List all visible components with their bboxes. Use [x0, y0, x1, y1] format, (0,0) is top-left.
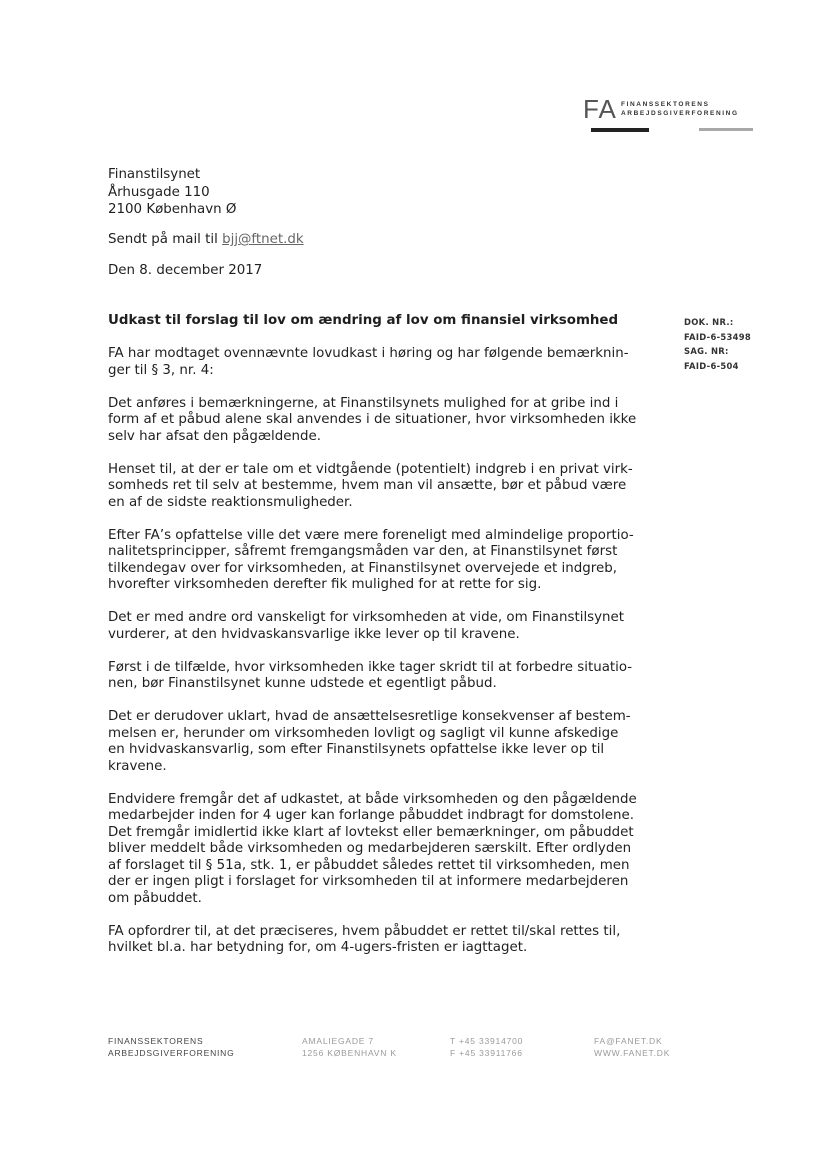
recipient-address [108, 166, 236, 219]
body-paragraph [108, 792, 648, 908]
body-paragraph [108, 709, 648, 775]
body-line: tilkendegav over for virksomheden, at Finanstilsynet overvejede et indgreb, [108, 560, 617, 576]
body-line: der er ingen pligt i forslaget for virksomheden til at informere medarbejderen [108, 874, 629, 889]
footer-email[interactable]: FA@FANET.DK [594, 1036, 663, 1046]
footer-org-line-1: FINANSSEKTORENS [108, 1036, 204, 1046]
body-line: nen, bør Finanstilsynet kunne udstede et egentligt påbud. [108, 676, 497, 691]
dok-label: DOK. NR.: [684, 317, 734, 327]
body-line: hvilket bl.a. har betydning for, om 4-ugers-fristen er iagttaget. [108, 940, 528, 955]
body-line: bliver meddelt både virksomheden og medarbejderen særskilt. Efter ordlyden [108, 841, 632, 856]
body-line: Det er med andre ord vanskeligt for virksomheden at vide, om Finanstilsynet [108, 610, 625, 625]
body-line: kravene. [108, 758, 167, 774]
footer-fax: F +45 33911766 [450, 1047, 523, 1058]
sent-line [108, 231, 304, 248]
document-reference [684, 315, 751, 373]
body-line: vurderer, at den hvidvaskansvarlige ikke lever op til kravene. [108, 626, 520, 642]
body-paragraph [108, 462, 648, 512]
recipient-city: 2100 København Ø [108, 202, 237, 217]
body-line: en af de sidste reaktionsmuligheder. [108, 494, 353, 510]
body-line: Henset til, at der er tale om et vidtgående (potentielt) indgreb i en privat virk- [108, 461, 633, 477]
body-paragraph [108, 528, 648, 594]
footer-telephone: T +45 33914700 [450, 1036, 524, 1046]
footer-web [594, 1036, 670, 1059]
logo-mark: FA [583, 94, 617, 124]
body-paragraph [108, 396, 648, 446]
body-line: ger til § 3, nr. 4: [108, 362, 214, 378]
body-line: form af et påbud alene skal anvendes i de situationer, hvor virksomheden ikke [108, 412, 637, 427]
body-paragraph [108, 924, 648, 957]
body-line: Først i de tilfælde, hvor virksomheden ikke tager skridt til at forbedre situatio- [108, 659, 633, 675]
body-line: FA opfordrer til, at det præciseres, hvem påbuddet er rettet til/skal rettes til, [108, 923, 621, 939]
footer-city: 1256 KØBENHAVN K [302, 1047, 397, 1058]
sag-label: SAG. NR: [684, 346, 729, 357]
logo-line-2: ARBEJDSGIVERFORENING [621, 110, 739, 117]
body-line: en hvidvaskansvarlig, som efter Finanstilsynets opfattelse ikke lever op til [108, 742, 605, 757]
body-line: nalitetsprincipper, såfremt fremgangsmåden var den, at Finanstilsynet først [108, 544, 618, 559]
body-line: Det anføres i bemærkningerne, at Finanstilsynets mulighed for at gribe ind i [108, 395, 619, 411]
sent-prefix: Sendt på mail til [108, 232, 223, 247]
recipient-street: Århusgade 110 [108, 184, 210, 200]
logo-bar [591, 128, 753, 132]
logo-line-1: FINANSSEKTORENS [621, 101, 710, 108]
footer-website[interactable]: WWW.FANET.DK [594, 1047, 671, 1058]
logo-bar-dark [591, 128, 649, 132]
body-line: FA har modtaget ovennævnte lovudkast i høring og har følgende bemærknin- [108, 346, 629, 361]
logo-org-name [621, 100, 739, 118]
footer-address [302, 1036, 397, 1059]
body-line: medarbejder inden for 4 uger kan forlange påbuddet indbragt for domstolene. [108, 808, 634, 823]
recipient-email-link[interactable]: bjj@ftnet.dk [222, 232, 304, 247]
body-paragraph [108, 610, 648, 643]
body-line: selv har afsat den pågældende. [108, 428, 321, 444]
footer-organization [108, 1036, 235, 1059]
body-line: Endvidere fremgår det af udkastet, at både virksomheden og den pågældende [108, 791, 637, 807]
letter-subject: Udkast til forslag til lov om ændring af lov om finansiel virksomhed [108, 313, 619, 328]
body-paragraph [108, 660, 648, 693]
logo-bar-light [699, 128, 753, 131]
body-line: Efter FA’s opfattelse ville det være mere foreneligt med almindelige proportio- [108, 527, 634, 543]
letter-body [108, 346, 648, 973]
fa-logo [583, 96, 763, 142]
body-line: melsen er, herunder om virksomheden lovligt og sagligt vil kunne afskedige [108, 725, 619, 741]
body-line: Det er derudover uklart, hvad de ansættelsesretlige konsekvenser af bestem- [108, 709, 631, 724]
letter-date: Den 8. december 2017 [108, 263, 263, 278]
body-paragraph [108, 346, 648, 379]
body-line: somheds ret til selv at bestemme, hvem man vil ansætte, bør et påbud være [108, 478, 627, 493]
recipient-name: Finanstilsynet [108, 167, 201, 182]
footer-org-line-2: ARBEJDSGIVERFORENING [108, 1047, 235, 1058]
body-line: om påbuddet. [108, 890, 202, 906]
footer-street: AMALIEGADE 7 [302, 1036, 374, 1046]
dok-value: FAID-6-53498 [684, 331, 751, 342]
footer-phone [450, 1036, 523, 1059]
body-line: Det fremgår imidlertid ikke klart af lovtekst eller bemærkninger, om påbuddet [108, 824, 634, 840]
body-line: af forslaget til § 51a, stk. 1, er påbuddet således rettet til virksomheden, men [108, 857, 630, 873]
body-line: hvorefter virksomheden derefter fik mulighed for at rette for sig. [108, 577, 542, 592]
sag-value: FAID-6-504 [684, 360, 739, 371]
